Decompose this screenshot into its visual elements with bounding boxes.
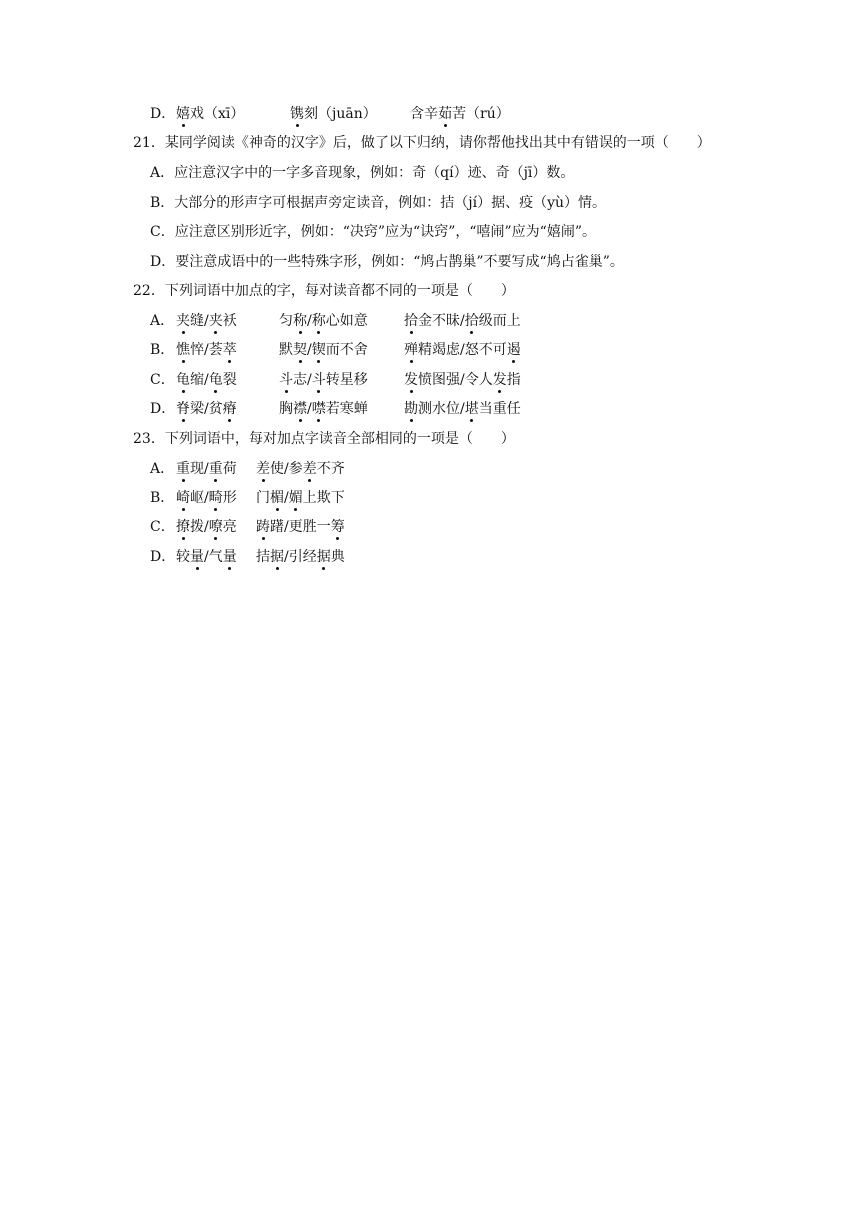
q20-d-item-1 [176,105,244,123]
dotted-char: 称 [311,313,326,329]
text-segment: 悴/荟 [190,342,223,358]
text-segment: 使/参 [270,461,303,477]
text-segment: 大部分的形声字可根据声旁定读音，例如：拮（jí）据、疫（yù）情。 [174,195,607,211]
text-segment: 心如意 [325,313,368,329]
text-segment: 梁/贫 [190,401,223,417]
text-segment: 当重任 [478,401,521,417]
text-segment: 默 [279,342,293,358]
dotted-char: 量 [190,549,204,565]
q22-b-pair-1 [176,341,237,359]
dotted-char: 茹 [438,106,452,122]
q22-c-pair-1 [176,371,237,389]
dotted-char: 殚 [404,342,418,358]
text-segment: 岖/ [190,490,209,506]
q23-option-b [150,489,174,507]
dotted-char: 夹 [208,313,223,329]
q23-a-pair-1 [176,460,237,478]
q23-a-pair-2 [256,460,345,478]
text-segment: 不齐 [316,461,345,477]
dotted-char: 嬉 [176,106,190,122]
text-segment: C． [150,519,175,535]
text-segment: 匀 [279,313,293,329]
text-segment: 荷 [222,461,237,477]
q23-option-c [150,518,175,536]
q22-a-pair-1 [176,312,237,330]
text-segment: /引经 [284,549,317,565]
text-segment: 级而上 [478,313,521,329]
q21-option-c [150,223,596,241]
q23-b-pair-1 [176,489,237,507]
text-segment: A． [150,313,175,329]
text-segment: 转星移 [325,372,368,388]
text-segment: C． [150,224,175,240]
q21-option-d [150,253,624,271]
text-segment: 门 [256,490,270,506]
text-segment: 戏（xī） [190,106,245,122]
q23-option-a [150,460,174,478]
dotted-char: 拾 [404,313,418,329]
dotted-char: 遏 [506,342,521,358]
q23-c-pair-1 [176,518,237,536]
q22-stem: 22．下列词语中加点的字，每对读音都不同的一项是（ ） [133,283,515,299]
dotted-char: 量 [222,549,237,565]
q22-d-pair-1 [176,400,237,418]
q22-c-pair-3 [404,371,521,389]
q21-stem: 21．某同学阅读《神奇的汉字》后，做了以下归纳，请你帮他找出其中有错误的一项（ ） [133,135,711,151]
dotted-char: 嘹 [208,519,223,535]
text-segment: 缝/ [190,313,209,329]
dotted-char: 萃 [222,342,237,358]
dotted-char: 瘠 [222,401,237,417]
text-segment: 指 [506,372,521,388]
dotted-char: 龟 [176,372,190,388]
q23-d-pair-1 [176,548,237,566]
dotted-char: 龟 [208,372,223,388]
text-segment: B． [150,490,175,506]
dotted-char: 噤 [311,401,326,417]
dotted-char: 发 [492,372,507,388]
dotted-char: 媚 [288,490,303,506]
q23-stem: 23．下列词语中，每对加点字读音全部相同的一项是（ ） [133,431,515,447]
text-segment: 测水位/ [418,401,465,417]
text-segment: A． [150,461,175,477]
text-segment: / [307,342,312,358]
dotted-char: 勘 [404,401,418,417]
text-segment: 而不舍 [325,342,368,358]
dotted-char: 锲 [311,342,326,358]
q23-option-d [150,548,175,566]
q20-d-item-3 [410,105,510,123]
dotted-char: 称 [293,313,307,329]
text-segment: B． [150,195,175,211]
text-segment: 精竭虑/怒不可 [418,342,507,358]
dotted-char: 夹 [176,313,190,329]
text-segment: / [307,313,312,329]
dotted-char: 镌 [290,106,304,122]
text-segment: 应注意汉字中的一字多音现象，例如：奇（qí）迹、奇（jī）数。 [174,165,575,181]
text-segment: 袄 [222,313,237,329]
dotted-char: 楣 [270,490,284,506]
text-segment: D． [150,549,176,565]
q22-option-b [150,341,174,359]
dotted-char: 重 [176,461,190,477]
dotted-char: 据 [316,549,331,565]
q20-option-d [150,105,175,123]
q22-b-pair-2 [279,341,368,359]
text-segment: /气 [204,549,223,565]
q22-option-d [150,400,175,418]
dotted-char: 斗 [279,372,293,388]
dotted-char: 拾 [464,313,479,329]
q21-option-b [150,194,606,212]
dotted-char: 憔 [176,342,190,358]
text-segment: 缩/ [190,372,209,388]
text-segment: 刻（juān） [304,106,377,122]
text-segment: 拮 [256,549,270,565]
text-segment: D． [150,401,176,417]
dotted-char: 襟 [293,401,307,417]
q22-c-pair-2 [279,371,368,389]
option-letter: D． [150,106,176,122]
q21-option-a [150,164,574,182]
text-segment: 上欺下 [302,490,345,506]
text-segment: / [284,490,289,506]
text-segment: 应注意区别形近字，例如：“决窍”应为“诀窍”，“嘻闹”应为“嬉闹”。 [174,224,596,240]
dotted-char: 畸 [208,490,223,506]
text-segment: 要注意成语中的一些特殊字形，例如：“鸠占鹊巢”不要写成“鸠占雀巢”。 [175,254,624,270]
text-segment: A． [150,165,175,181]
text-segment: 较 [176,549,190,565]
q23-b-pair-2 [256,489,345,507]
q22-option-a [150,312,174,330]
q22-a-pair-3 [404,312,521,330]
dotted-char: 契 [293,342,307,358]
dotted-char: 发 [404,372,418,388]
text-segment: 亮 [222,519,237,535]
q20-d-item-2 [290,105,377,123]
q22-d-pair-3 [404,400,521,418]
dotted-char: 斗 [311,372,326,388]
text-segment: 胸 [279,401,293,417]
dotted-char: 重 [208,461,223,477]
text-segment: 志/ [293,372,312,388]
text-segment: 典 [330,549,345,565]
text-segment: 现/ [190,461,209,477]
text-segment: 拨/ [190,519,209,535]
text-segment: / [307,401,312,417]
text-segment: C． [150,372,175,388]
text-segment: 金不昧/ [418,313,465,329]
q22-a-pair-2 [279,312,368,330]
text-segment: 愤图强/令人 [418,372,493,388]
text-segment: D． [150,254,176,270]
q23-c-pair-2 [256,518,345,536]
text-segment: B． [150,342,175,358]
dotted-char: 踌 [256,519,270,535]
dotted-char: 据 [270,549,284,565]
dotted-char: 撩 [176,519,190,535]
text-segment: 含辛 [410,106,438,122]
dotted-char: 差 [256,461,270,477]
text-segment: 苦（rú） [452,106,510,122]
q22-b-pair-3 [404,341,521,359]
dotted-char: 堪 [464,401,479,417]
q22-option-c [150,371,175,389]
text-segment: 形 [222,490,237,506]
text-segment: 若寒蝉 [325,401,368,417]
dotted-char: 筹 [330,519,345,535]
dotted-char: 脊 [176,401,190,417]
text-segment: 裂 [222,372,237,388]
dotted-char: 差 [302,461,317,477]
q23-d-pair-2 [256,548,345,566]
q22-d-pair-2 [279,400,368,418]
text-segment: 躇/更胜一 [270,519,331,535]
dotted-char: 崎 [176,490,190,506]
